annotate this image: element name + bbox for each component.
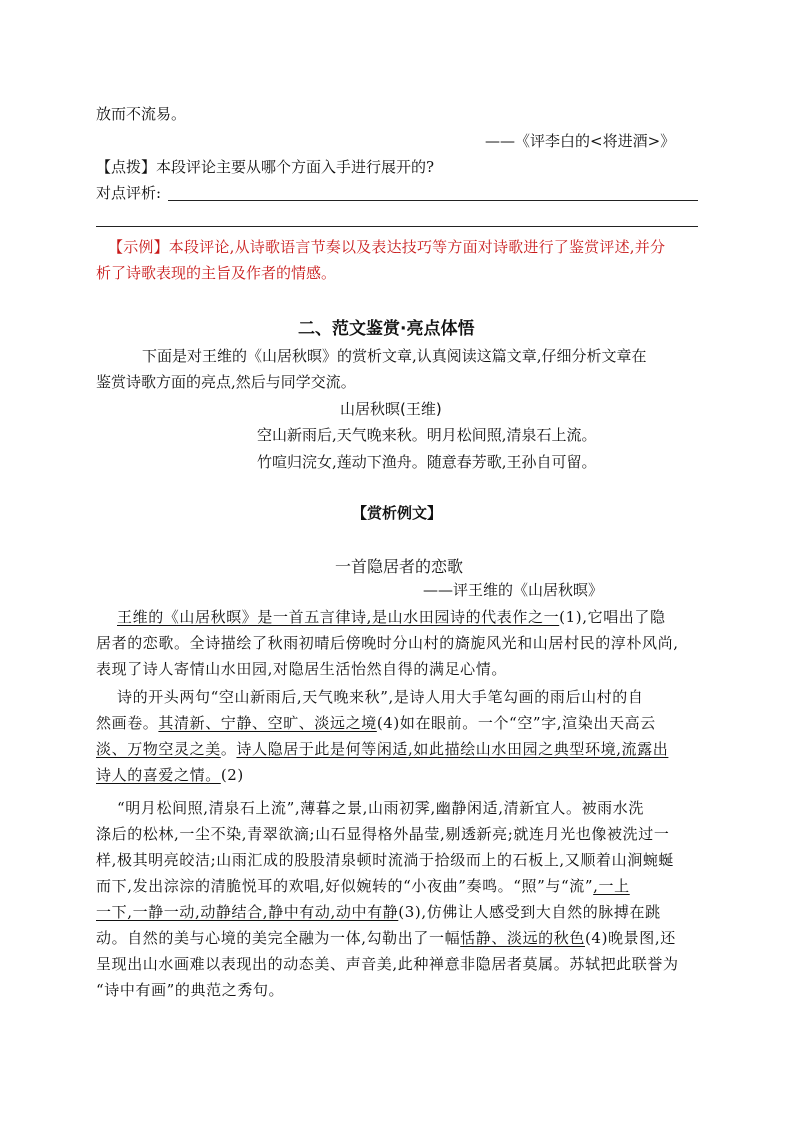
text-span: (2) — [220, 766, 244, 784]
hint-line: 【点拨】本段评论主要从哪个方面入手进行展开的? — [96, 158, 435, 176]
paragraph-line: 呈现出山水画难以表现出的动态美、声音美,此种禅意非隐居者莫属。苏轼把此联誉为 — [96, 955, 679, 973]
underlined-phrase: 其清新、宁静、空旷、淡远之境 — [158, 714, 377, 732]
underlined-phrase: 诗人隐居于此是何等闲适,如此描绘山水田园之典型环境,流露出 — [236, 740, 669, 758]
paragraph-line — [96, 738, 668, 759]
paragraph-line: “诗中有画”的典范之秀句。 — [96, 981, 285, 999]
paragraph-line — [96, 875, 630, 896]
text-span: 然画卷。 — [96, 714, 159, 732]
intro-text: 鉴赏诗歌方面的亮点,然后与同学交流。 — [96, 373, 356, 391]
paragraph-line: 涤后的松林,一尘不染,青翠欲滴;山石显得格外晶莹,剔透新亮;就连月光也像被洗过一 — [96, 825, 670, 843]
text-span: (4)如在眼前。一个“空”字,渲染出天高云 — [376, 714, 656, 732]
example-text: 【示例】本段评论,从诗歌语言节奏以及表达技巧等方面对诗歌进行了鉴赏评述,并分 — [108, 238, 666, 256]
underlined-phrase: 诗人的喜爱之情。 — [96, 766, 221, 784]
text-span: 动。自然的美与心境的美完全融为一体,勾勒出了一幅 — [96, 929, 461, 947]
paragraph-line: 表现了诗人寄情山水田园,对隐居生活怡然自得的满足心情。 — [96, 660, 507, 678]
underlined-phrase: 一下,一静一动,动静结合,静中有动,动中有静 — [96, 903, 399, 921]
text-span: 而下,发出淙淙的清脆悦耳的欢唱,好似婉转的“小夜曲”奏鸣。“照”与“流” — [96, 877, 594, 895]
source-citation: ——《评李白的<将进酒>》 — [485, 132, 676, 150]
underlined-phrase: 恬静、淡远的秋色 — [460, 929, 585, 947]
paragraph-line — [117, 606, 666, 627]
paragraph-line: 诗的开头两句“空山新雨后,天气晚来秋”,是诗人用大手笔勾画的雨后山村的自 — [117, 688, 644, 706]
poem-line: 空山新雨后,天气晚来秋。明月松间照,清泉石上流。 — [257, 426, 597, 444]
eval-label: 对点评析: — [96, 184, 162, 202]
paragraph-line: “明月松间照,清泉石上流”,薄暮之景,山雨初霁,幽静闲适,清新宜人。被雨水洗 — [117, 799, 644, 817]
example-text: 析了诗歌表现的主旨及作者的情感。 — [96, 264, 337, 282]
intro-text: 下面是对王维的《山居秋暝》的赏析文章,认真阅读这篇文章,仔细分析文章在 — [142, 347, 647, 365]
answer-line[interactable] — [168, 200, 698, 201]
paragraph-line: 居者的恋歌。全诗描绘了秋雨初晴后傍晚时分山村的旖旎风光和山居村民的淳朴风尚, — [96, 634, 679, 652]
essay-label: 【赏析例文】 — [352, 504, 443, 522]
answer-line[interactable] — [96, 226, 698, 227]
paragraph-line — [96, 712, 656, 733]
underlined-phrase: 王维的《山居秋暝》是一首五言律诗,是山水田园诗的代表作之一 — [117, 608, 560, 626]
annotation: (1),它唱出了隐 — [559, 608, 666, 626]
paragraph-line — [96, 764, 244, 785]
text-span: (3),仿佛让人感受到大自然的脉搏在跳 — [398, 903, 661, 921]
text-line: 放而不流易。 — [96, 105, 187, 123]
paragraph-line — [96, 901, 661, 922]
section-title: 二、范文鉴赏·亮点体悟 — [298, 319, 475, 339]
text-span: 。 — [220, 740, 237, 758]
poem-title: 山居秋暝(王维) — [340, 400, 442, 418]
paragraph-line — [96, 927, 676, 948]
essay-subtitle: ——评王维的《山居秋暝》 — [423, 581, 604, 599]
essay-title: 一首隐居者的恋歌 — [335, 557, 464, 576]
underlined-phrase: 淡、万物空灵之美 — [96, 740, 221, 758]
text-span: (4)晚景图,还 — [584, 929, 676, 947]
poem-line: 竹喧归浣女,莲动下渔舟。随意春芳歌,王孙自可留。 — [257, 453, 597, 471]
paragraph-line: 样,极其明亮皎洁;山雨汇成的股股清泉顿时流淌于拾级而上的石板上,又顺着山涧蜿蜒 — [96, 851, 674, 869]
underlined-phrase: ,一上 — [593, 877, 630, 895]
